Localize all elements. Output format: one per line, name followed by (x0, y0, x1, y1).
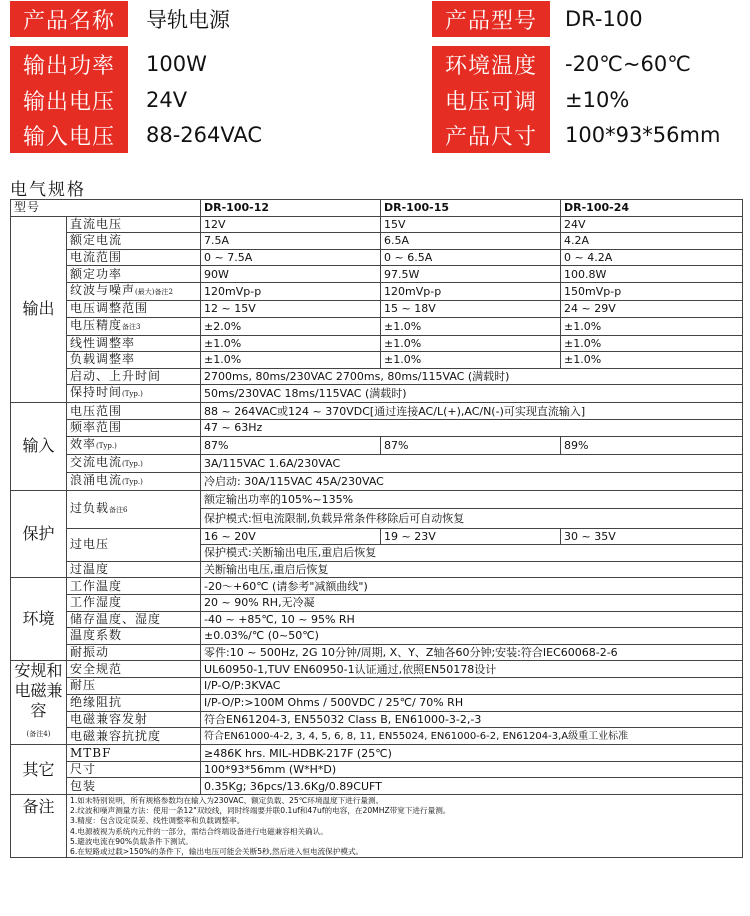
table-row (11, 528, 743, 545)
cell-value: 0 ~ 6.5A (381, 249, 561, 266)
param-label: 电流范围 (67, 249, 201, 266)
cell-value: 保护模式:关断输出电压,重启后恢复 (201, 545, 743, 562)
table-row (11, 795, 743, 858)
cell-value: 零件:10 ~ 500Hz, 2G 10分钟/周期, X、Y、Z轴各60分钟;安装:符合IEC60068-2-6 (201, 644, 743, 661)
param-label (67, 436, 201, 454)
cell-value: 150mVp-p (561, 282, 743, 300)
cell-value: -40 ~ +85℃, 10 ~ 95% RH (201, 611, 743, 628)
param-text: 浪涌电流 (70, 472, 123, 487)
model-15-head: DR-100-15 (381, 200, 561, 217)
cell-value: 89% (561, 436, 743, 454)
param-label: 频率范围 (67, 419, 201, 436)
param-label: MTBF (67, 745, 201, 762)
param-label: 过温度 (67, 561, 201, 578)
cell-value: 12V (201, 216, 381, 233)
product-model-value: DR-100 (565, 7, 643, 31)
table-row (11, 419, 743, 436)
input-voltage-label: 输入电压 (10, 117, 128, 153)
table-row (11, 317, 743, 335)
cell-value: 88 ~ 264VAC或124 ~ 370VDC[通过连接AC/L(+),AC/N(-)可实现直流输入] (201, 403, 743, 420)
table-row (11, 711, 743, 728)
param-text: 交流电流 (70, 454, 123, 469)
param-note: (Typ.) (122, 477, 143, 486)
cell-value: ±1.0% (381, 317, 561, 335)
cell-value: ±1.0% (561, 352, 743, 369)
param-text: 效率 (70, 436, 97, 451)
cell-value: 3A/115VAC 1.6A/230VAC (201, 454, 743, 472)
product-size-label: 产品尺寸 (432, 117, 550, 153)
param-label: 线性调整率 (67, 335, 201, 352)
output-voltage-label: 输出电压 (10, 82, 128, 118)
cell-value: 0 ~ 4.2A (561, 249, 743, 266)
model-24-head: DR-100-24 (561, 200, 743, 217)
output-category: 输出 (11, 216, 67, 403)
cell-value: 24V (561, 216, 743, 233)
table-row (11, 661, 743, 678)
cell-value: 100.8W (561, 266, 743, 283)
table-row (11, 282, 743, 300)
param-label: 额定电流 (67, 233, 201, 250)
cell-value: ±0.03%/℃ (0~50℃) (201, 628, 743, 645)
param-label: 电磁兼容抗扰度 (67, 728, 201, 745)
param-label (67, 490, 201, 528)
param-label: 耐振动 (67, 644, 201, 661)
category-note: (备注4) (26, 730, 51, 739)
cell-value: 120mVp-p (201, 282, 381, 300)
input-category: 输入 (11, 403, 67, 490)
model-12-head: DR-100-12 (201, 200, 381, 217)
param-label: 包装 (67, 778, 201, 795)
model-head: 型号 (11, 200, 201, 217)
param-label: 安全规范 (67, 661, 201, 678)
param-label (67, 385, 201, 403)
cell-value: ≥486K hrs. MIL-HDBK-217F (25℃) (201, 745, 743, 762)
table-row (11, 728, 743, 745)
environment-category: 环境 (11, 578, 67, 661)
cell-value: 额定输出功率的105%~135% (201, 490, 743, 508)
param-label: 负载调整率 (67, 352, 201, 369)
table-row (11, 628, 743, 645)
cell-value: 16 ~ 20V (201, 528, 381, 545)
category-text: 安规和电磁兼容 (14, 661, 63, 721)
table-head-row (11, 200, 743, 217)
cell-value: 90W (201, 266, 381, 283)
table-row (11, 761, 743, 778)
cell-value: ±2.0% (201, 317, 381, 335)
cell-value: ±1.0% (381, 352, 561, 369)
cell-value: 24 ~ 29V (561, 300, 743, 317)
cell-value: 15 ~ 18V (381, 300, 561, 317)
product-name-label: 产品名称 (10, 1, 128, 37)
param-label: 额定功率 (67, 266, 201, 283)
voltage-adjust-label: 电压可调 (432, 82, 550, 118)
cell-value: 0.35Kg; 36pcs/13.6Kg/0.89CUFT (201, 778, 743, 795)
param-text: 电压精度 (70, 317, 123, 332)
param-label (67, 282, 201, 300)
param-label (67, 472, 201, 490)
cell-value: 保护模式:恒电流限制,负载异常条件移除后可自动恢复 (201, 508, 743, 528)
cell-value: 4.2A (561, 233, 743, 250)
param-label: 绝缘阻抗 (67, 694, 201, 711)
cell-value: I/P-O/P:3KVAC (201, 678, 743, 695)
param-note: (Typ.) (122, 459, 143, 468)
table-row (11, 561, 743, 578)
cell-value: 15V (381, 216, 561, 233)
table-row (11, 644, 743, 661)
param-note: 备注3 (122, 322, 141, 331)
cell-value: 100*93*56mm (W*H*D) (201, 761, 743, 778)
notes-body (67, 795, 743, 858)
param-label: 工作湿度 (67, 594, 201, 611)
table-row (11, 352, 743, 369)
cell-value: 7.5A (201, 233, 381, 250)
note-line: 6.在短路或过载>150%的条件下，输出电压可能会关断5秒,然后进入恒电流保护模式。 (70, 847, 364, 857)
safety-emc-category (11, 661, 67, 745)
param-label (67, 317, 201, 335)
param-label: 温度系数 (67, 628, 201, 645)
note-line: 2.纹波和噪声测量方法：使用一条12"双绞线，同时终端要并联0.1uf和47uf的电容，在20MHZ带宽下进行量测。 (70, 806, 451, 816)
cell-value: 19 ~ 23V (381, 528, 561, 545)
header-row (0, 117, 750, 153)
table-row (11, 385, 743, 403)
param-label: 电磁兼容发射 (67, 711, 201, 728)
cell-value: 97.5W (381, 266, 561, 283)
table-row (11, 368, 743, 385)
param-label: 工作温度 (67, 578, 201, 595)
param-note: (Typ.) (96, 441, 117, 450)
product-name-value: 导轨电源 (146, 8, 230, 32)
notes-category: 备注 (11, 795, 67, 858)
cell-value: -20～+60℃ (请参考"减额曲线") (201, 578, 743, 595)
table-row (11, 216, 743, 233)
table-row (11, 403, 743, 420)
table-row (11, 436, 743, 454)
input-voltage-value: 88-264VAC (146, 123, 263, 147)
table-row (11, 472, 743, 490)
table-row (11, 233, 743, 250)
param-label: 过电压 (67, 528, 201, 561)
note-line: 4.电源被视为系统内元件的一部分，需结合终端设备进行电磁兼容相关确认。 (70, 826, 328, 836)
product-model-label: 产品型号 (432, 1, 550, 37)
param-note: (最大)备注2 (135, 287, 173, 296)
cell-value: 符合EN61204-3, EN55032 Class B, EN61000-3-2,-3 (201, 711, 743, 728)
note-line: 1.如未特别说明，所有规格参数均在输入为230VAC、额定负载、25℃环境温度下进行量测。 (70, 796, 384, 806)
other-category: 其它 (11, 745, 67, 795)
cell-value: 20 ~ 90% RH,无冷凝 (201, 594, 743, 611)
cell-value: ±1.0% (201, 352, 381, 369)
cell-value: 12 ~ 15V (201, 300, 381, 317)
cell-value: 符合EN61000-4-2, 3, 4, 5, 6, 8, 11, EN55024, EN61000-6-2, EN61204-3,A级重工业标准 (201, 728, 743, 745)
section-title: 电气规格 (10, 180, 86, 200)
cell-value: 87% (201, 436, 381, 454)
param-note: (Typ.) (122, 390, 143, 399)
output-power-value: 100W (146, 52, 207, 76)
table-row (11, 249, 743, 266)
cell-value: 120mVp-p (381, 282, 561, 300)
param-label: 直流电压 (67, 216, 201, 233)
ambient-temp-value: -20℃~60℃ (565, 52, 691, 76)
note-line: 3.精度：包含设定误差、线性调整率和负载调整率。 (70, 816, 245, 826)
param-label: 电压范围 (67, 403, 201, 420)
protection-category: 保护 (11, 490, 67, 578)
cell-value: 2700ms, 80ms/230VAC 2700ms, 80ms/115VAC (满载时) (201, 368, 743, 385)
table-row (11, 745, 743, 762)
cell-value: 冷启动: 30A/115VAC 45A/230VAC (201, 472, 743, 490)
param-label: 尺寸 (67, 761, 201, 778)
param-text: 纹波与噪声 (70, 282, 136, 297)
cell-value: UL60950-1,TUV EN60950-1认证通过,依照EN50178设计 (201, 661, 743, 678)
product-size-value: 100*93*56mm (565, 123, 721, 147)
cell-value: 87% (381, 436, 561, 454)
param-note: 备注6 (109, 505, 128, 514)
cell-value: 0 ~ 7.5A (201, 249, 381, 266)
param-label (67, 454, 201, 472)
ambient-temp-label: 环境温度 (432, 46, 550, 82)
spec-table (10, 199, 743, 858)
cell-value: 关断输出电压,重启后恢复 (201, 561, 743, 578)
cell-value: I/P-O/P:>100M Ohms / 500VDC / 25℃/ 70% RH (201, 694, 743, 711)
header-row (0, 46, 750, 82)
header-row (0, 1, 750, 37)
table-row (11, 266, 743, 283)
table-row (11, 778, 743, 795)
table-row (11, 454, 743, 472)
table-row (11, 678, 743, 695)
param-label: 储存温度、湿度 (67, 611, 201, 628)
cell-value: ±1.0% (201, 335, 381, 352)
cell-value: ±1.0% (381, 335, 561, 352)
cell-value: 6.5A (381, 233, 561, 250)
table-row (11, 594, 743, 611)
cell-value: ±1.0% (561, 317, 743, 335)
header-row (0, 82, 750, 118)
table-row (11, 335, 743, 352)
cell-value: 47 ~ 63Hz (201, 419, 743, 436)
note-line: 5.避波电流在90%负载条件下测试。 (70, 836, 193, 846)
cell-value: 30 ~ 35V (561, 528, 743, 545)
table-row (11, 578, 743, 595)
cell-value: 50ms/230VAC 18ms/115VAC (满载时) (201, 385, 743, 403)
param-text: 保持时间 (70, 385, 123, 400)
table-row (11, 490, 743, 508)
param-text: 过负载 (70, 500, 110, 515)
table-row (11, 611, 743, 628)
table-row (11, 694, 743, 711)
param-label: 耐压 (67, 678, 201, 695)
cell-value: ±1.0% (561, 335, 743, 352)
output-voltage-value: 24V (146, 88, 188, 112)
table-row (11, 300, 743, 317)
param-label: 电压调整范围 (67, 300, 201, 317)
param-label: 启动、上升时间 (67, 368, 201, 385)
voltage-adjust-value: ±10% (565, 88, 630, 112)
output-power-label: 输出功率 (10, 46, 128, 82)
